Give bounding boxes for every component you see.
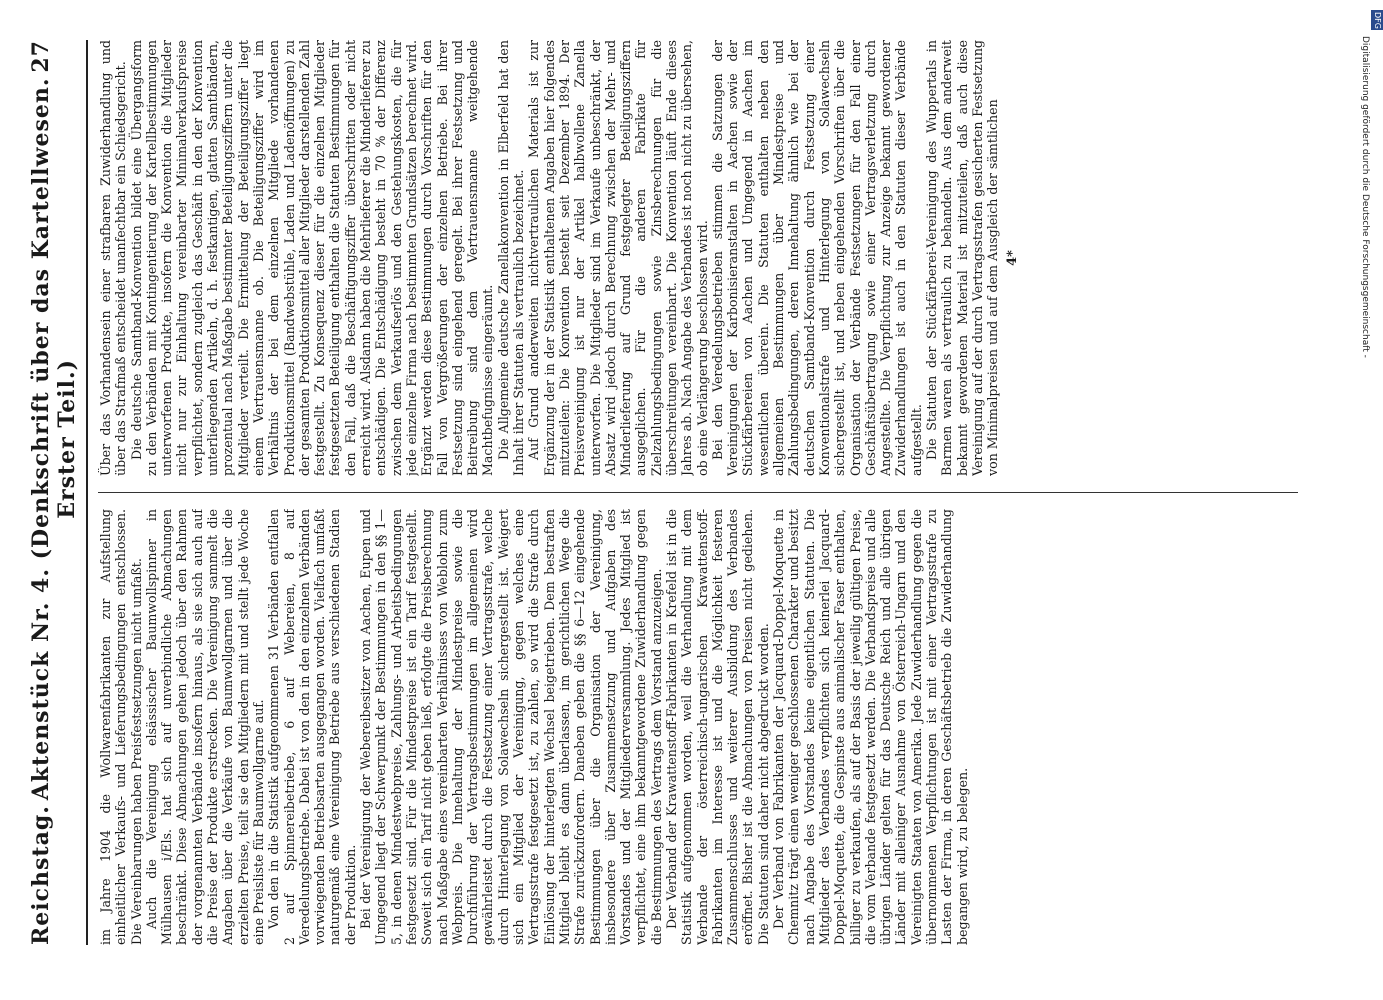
page-number: 27 [28,40,54,73]
paragraph: im Jahre 1904 die Wollwarenfabrikanten zur Aufstellung einheitlicher Verkaufs- und Lieferungsbedingungen entschlossen. Die Vereinbarungen haben Preisfestsetzungen nicht umfaßt. [98,509,144,945]
column-right [98,40,1298,476]
paragraph: Die Allgemeine deutsche Zanellakonvention in Elberfeld hat den Inhalt ihrer Statuten als vertraulich bezeichnet. [495,40,527,476]
paragraph: Über das Vorhandensein einer strafbaren Zuwiderhandlung und über das Strafmaß entscheidet unanfechtbar ein Schiedsgericht. [98,40,129,476]
paragraph: Auf Grund anderweiten nichtvertraulichen Materials ist zur Ergänzung der in der Statistik enthaltenen Angaben hier folgendes mitzuteilen: Die Konvention besteht seit Dezember 1894. Der Preisvereinigung ist nur der Artikel halbwollene Zanella unterworfen. Die Mitglieder sind im Verkaufe unbeschränkt, der Absatz wird jedoch durch Berechnung zwischen der Mehr- und Minderlieferung auf Grund festgelegter Beteiligungsziffern ausgeglichen. Für die anderen Fabrikate für Zielzahlungsbedingungen sowie Zinsberechnungen für die überschreitungen vereinbart. Die Konvention läuft Ende dieses Jahres ab. Nach Angabe des Verbandes ist noch nicht zu übersehen, ob eine Verlängerung beschlossen wird. [526,40,710,476]
paragraph: Auch die Vereinigung elsässischer Baumwollspinner in Mülhausen i/Els. hat sich auf unverbindliche Abmachungen beschränkt. Diese Abmachungen gehen jedoch über den Rahmen der vorgenannten Verbände insofern hinaus, als sie sich auch auf die Preise der Produkte erstrecken. Die Vereinigung sammelt die Angaben über die Verkäufe von Baumwollgarnen und über die erzielten Preise, teilt sie den Mitgliedern mit und stellt jede Woche eine Preisliste für Baumwollgarne auf. [143,509,266,945]
paragraph: Bei der Vereinigung der Webereibesitzer von Aachen, Eupen und Umgegend liegt der Schwerpunkt der Bestimmungen in den §§ 1—5, in denen Mindestwebpreise, Zahlungs- und Arbeitsbedingungen festgesetzt sind. Für die Mindestpreise ist ein Tarif festgestellt. Soweit sich ein Tarif nicht geben ließ, erfolgte die Preisberechnung nach Maßgabe eines vereinbarten Verhältnisses von Weblohn zum Webpreis. Die Innehaltung der Mindestpreise sowie die Durchführung der Vertragsbestimmungen im allgemeinen wird gewährleistet durch die Festsetzung einer Vertragsstrafe, welche durch Hinterlegung von Solawechseln sichergestellt ist. Weigert sich ein Mitglied der Vereinigung, gegen welches eine Vertragsstrafe festgesetzt ist, zu zahlen, so wird die Strafe durch Einlösung der hinterlegten Wechsel beigetrieben. Dem bestraften Mitglied bleibt es dann überlassen, im gerichtlichen Wege die Strafe zurückzufordern. Daneben geben die §§ 6—12 eingehende Bestimmungen über die Organisation der Vereinigung, insbesondere über Zusammensetzung und Aufgaben des Vorstandes und der Mitgliederversammlung. Jedes Mitglied ist verpflichtet, eine ihm bekanntgewordene Zuwiderhandlung gegen die Bestimmungen des Vertrags dem Vorstand anzuzeigen. [358,509,664,945]
column-left [98,509,1298,945]
dfg-logo: DFG [1373,11,1382,29]
funding-note: Digitalisierung gefördert durch die Deutsche Forschungsgemeinschaft - [1360,36,1370,358]
header-left: Reichstag. [28,805,54,945]
column-divider [98,492,1298,493]
paragraph: Der Verband von Fabrikanten der Jacquard-Doppel-Moquette in Chemnitz trägt einen weniger geschlossenen Charakter und besitzt nach Angabe des Vorstandes keine eigentlichen Statuten. Die Mitglieder des Verbandes verpflichten sich keinerlei Jacquard-Doppel-Moquette, die Gespinste aus animalischer Faser enthalten, billiger zu verkaufen, als auf der Basis der jeweilig gültigen Preise, die vom Verbande festgesetzt werden. Die Verbandspreise und alle übrigen Länder gelten für das Deutsche Reich und alle übrigen Länder mit alleiniger Ausnahme von Österreich-Ungarn und den Vereinigten Staaten von Amerika. Jede Zuwiderhandlung gegen die übernommenen Verpflichtungen ist mit einer Vertragsstrafe zu Lasten der Firma, in deren Geschäftsbetrieb die Zuwiderhandlung begangen wird, zu belegen. [771,509,970,945]
header-title: Aktenstück Nr. 4. (Denkschrift über das Kartellwesen. Erster Teil.) [28,77,80,801]
paragraph: Von den in die Statistik aufgenommenen 31 Verbänden entfallen 2 auf Spinnereibetriebe, 6 auf Webereien, 8 auf Veredelungsbetriebe. Dabei ist von den in den einzelnen Verbänden vorwiegenden Betriebsarten ausgegangen worden. Vielfach umfaßt naturgemäß eine Vereinigung Betriebe aus verschiedenen Stadien der Produktion. [266,509,358,945]
paragraph: Der Verband der Krawattenstoff-Fabrikanten in Krefeld ist in die Statistik aufgenommen worden, weil die Verhandlung mit dem Verbande der österreichisch-ungarischen Krawattenstoff-Fabrikanten im Interesse ist und die Möglichkeit festeren Zusammenschlusses und weiterer Ausbildung des Verbandes eröffnet. Bisher ist die Abmachungen von Preisen nicht gediehen. Die Statuten sind daher nicht abgedruckt worden. [663,509,771,945]
page-header [28,40,88,945]
text-columns [98,40,1298,945]
paragraph: Die Statuten der Stückfärberei-Vereinigung des Wuppertals in Barmen waren als vertraulich zu behandeln. Aus dem anderweit bekannt gewordenen Material ist mitzuteilen, daß auch diese Vereinigung auf der durch Vertragsstrafen gesicherten Festsetzung von Minimalpreisen und auf dem Ausgleich der sämtlichen [924,40,1001,476]
paragraph: Die deutsche Samtband-Konvention bildet eine Übergangsform zu den Verbänden mit Kontingentierung der Kartellbestimmungen unterworfenen Produkte, insofern die Konvention die Mitglieder nicht nur zur Einhaltung vereinbarter Minimalverkaufspreise verpflichtet, sondern zugleich das Geschäft in den der Konvention unterliegenden Artikeln, d. h. festkantigen, glatten Samtbändern, prozentual nach Maßgabe bestimmter Beteiligungsziffern unter die Mitglieder verteilt. Die Ermittelung der Beteiligungsziffer liegt einem Vertrauensmanne ob. Die Beteiligungsziffer wird im Verhältnis der bei dem einzelnen Mitgliede vorhandenen Produktionsmittel (Bandwebstühle, Laden und Ladenöffnungen) zu der gesamten Produktionsmittel aller Mitglieder darstellenden Zahl festgestellt. Zu Konsequenz dieser für die einzelnen Mitglieder festgesetzten Beteiligung enthalten die Statuten Bestimmungen für den Fall, daß die Beschäftigungsziffer überschritten oder nicht erreicht wird. Alsdann haben die Mehrlieferer die Minderlieferer zu entschädigen. Die Entschädigung besteht in 70 % der Differenz zwischen dem Verkaufserlös und den Gestehungskosten, die für jede einzelne Firma nach bestimmten Grundsätzen berechnet wird. Ergänzt werden diese Bestimmungen durch Vorschriften für den Fall von Vergrößerungen der einzelnen Betriebe. Bei ihrer Festsetzung sind eingehend geregelt. Bei ihrer Festsetzung und Beitreibung sind dem Vertrauensmanne weitgehende Machtbefugnisse eingeräumt. [128,40,496,476]
signature-mark: 4* [1004,250,1020,266]
paragraph: Bei den Veredelungsbetrieben stimmen die Satzungen der Vereinigungen der Karbonisieranstalten in Aachen sowie der Stückfärbereien von Aachen und Umgegend in Aachen im wesentlichen überein. Die Statuten enthalten neben den allgemeinen Bestimmungen über Mindestpreise und Zahlungsbedingungen, deren Innehaltung ähnlich wie bei der deutschen Samtband-Konvention durch Festsetzung einer Konventionalstrafe und Hinterlegung von Solawechseln sichergestellt ist, und neben eingehenden Vorschriften über die Organisation der Verbände Festsetzungen für den Fall einer Geschäftsübertragung sowie einer Vertragsverletzung durch Angestellte. Die Verpflichtung zur Anzeige bekannt gewordener Zuwiderhandlungen ist auch in den Statuten dieser Verbände aufgestellt. [709,40,924,476]
